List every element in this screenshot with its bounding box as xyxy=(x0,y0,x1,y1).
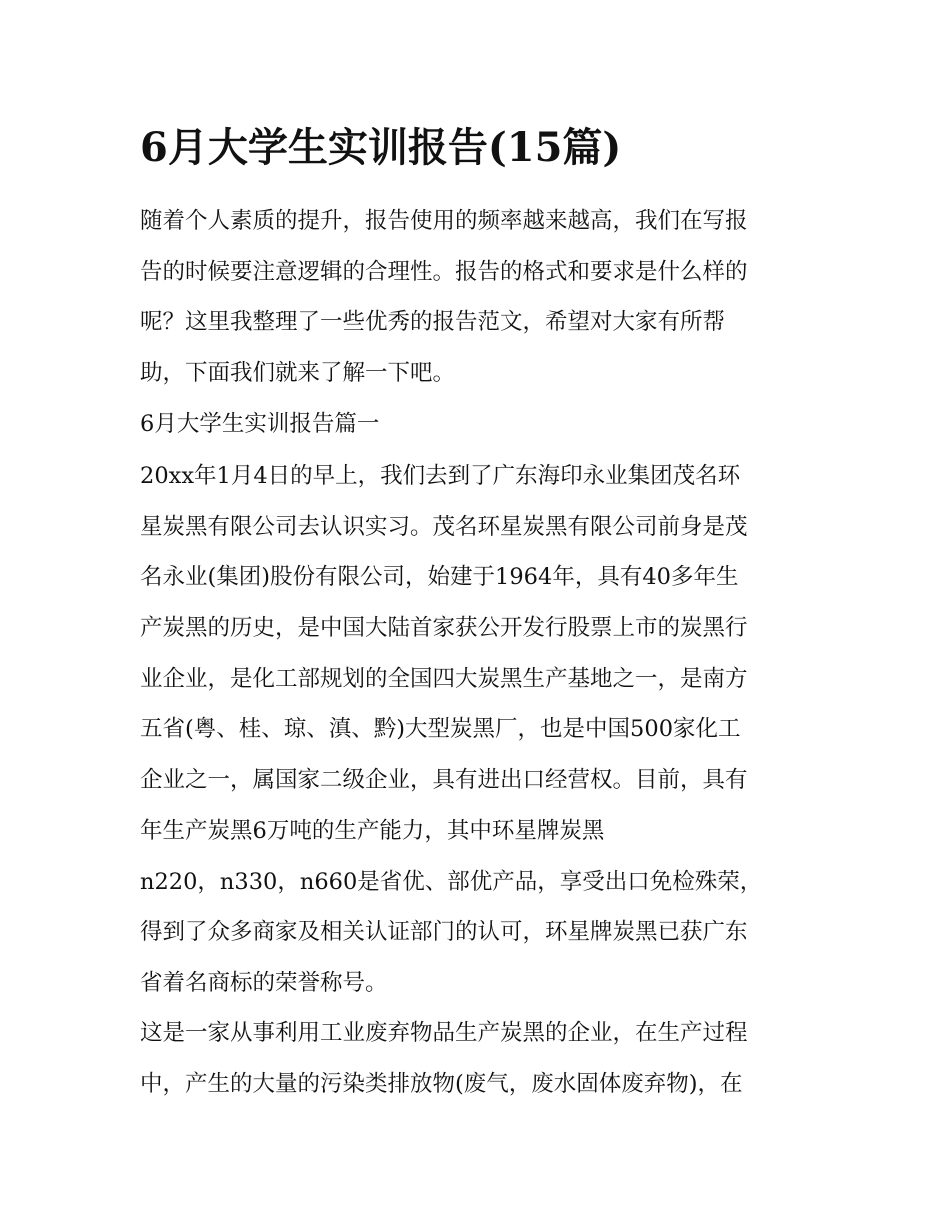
paragraph-2 xyxy=(140,1008,820,1109)
text-line: 得到了众多商家及相关认证部门的认可，环星牌炭黑已获广东 xyxy=(140,919,748,946)
text-line: 这是一家从事利用工业废弃物品生产炭黑的企业，在生产过程 xyxy=(140,1020,748,1046)
intro-paragraph xyxy=(140,196,820,399)
text-line: 产炭黑的历史，是中国大陆首家获公开发行股票上市的炭黑行 xyxy=(140,615,748,642)
text-line: 中，产生的大量的污染类排放物(废气，废水固体废弃物)，在 xyxy=(140,1070,743,1097)
text-line: 告的时候要注意逻辑的合理性。报告的格式和要求是什么样的 xyxy=(140,258,748,285)
text-line: 业企业，是化工部规划的全国四大炭黑生产基地之一，是南方 xyxy=(140,665,748,692)
text-line: 随着个人素质的提升，报告使用的频率越来越高，我们在写报 xyxy=(140,208,748,234)
text-line: 五省(粤、桂、琼、滇、黔)大型炭黑厂，也是中国500家化工 xyxy=(140,716,741,743)
page-title: 6月大学生实训报告(15篇) xyxy=(140,124,622,171)
text-line: 年生产炭黑6万吨的生产能力，其中环星牌炭黑 xyxy=(140,817,605,844)
text-line: 呢？这里我整理了一些优秀的报告范文，希望对大家有所帮 xyxy=(140,309,726,336)
text-line: 省着名商标的荣誉称号。 xyxy=(140,969,388,996)
section-heading: 6月大学生实训报告篇一 xyxy=(140,411,380,437)
paragraph-1 xyxy=(140,451,820,1009)
text-line: 名永业(集团)股份有限公司，始建于1964年，具有40多年生 xyxy=(140,564,739,591)
text-line: 20xx年1月4日的早上，我们去到了广东海印永业集团茂名环 xyxy=(140,463,741,489)
section-heading-block xyxy=(140,398,820,450)
text-line: 星炭黑有限公司去认识实习。茂名环星炭黑有限公司前身是茂 xyxy=(140,513,748,540)
text-line: n220，n330，n660是省优、部优产品，享受出口免检殊荣， xyxy=(140,868,763,895)
text-line: 助，下面我们就来了解一下吧。 xyxy=(140,360,456,387)
text-line: 企业之一，属国家二级企业，具有进出口经营权。目前，具有 xyxy=(140,767,748,794)
